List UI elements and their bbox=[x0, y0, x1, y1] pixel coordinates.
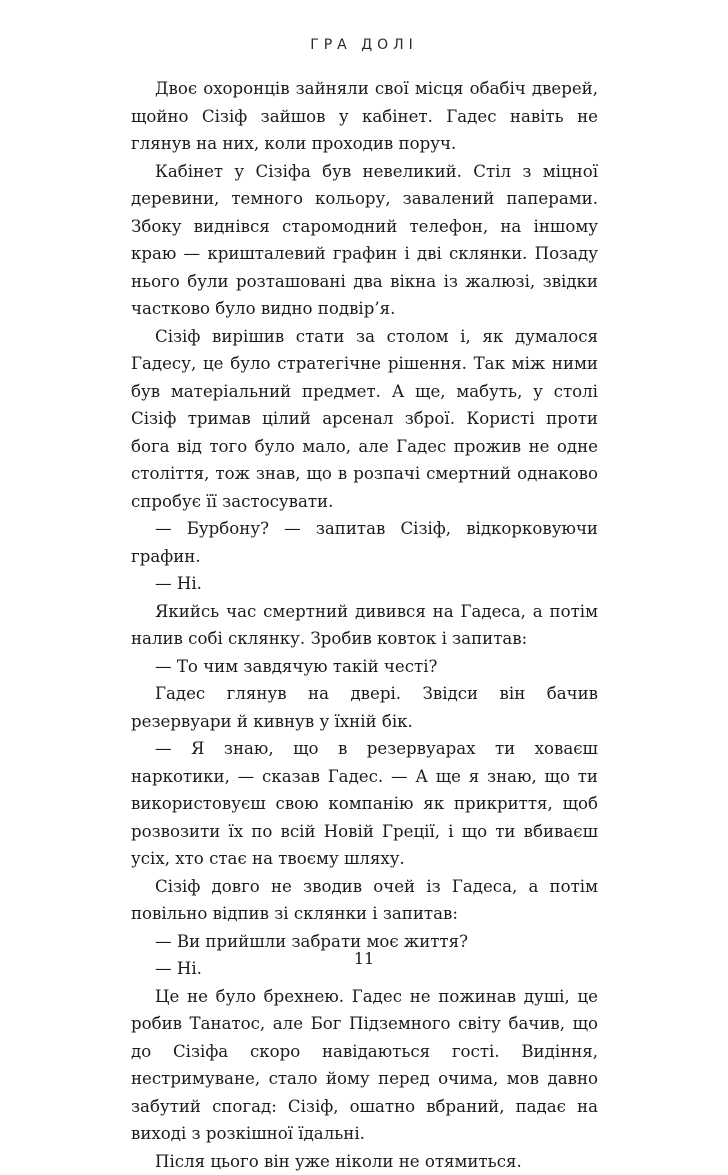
paragraph: Гадес глянув на двері. Звідси він бачив резервуари й кивнув у їхній бік. bbox=[131, 680, 598, 735]
paragraph: — Бурбону? — запитав Сізіф, відкорковуючи графин. bbox=[131, 515, 598, 570]
paragraph: — Ні. bbox=[131, 955, 598, 983]
paragraph: Якийсь час смертний дивився на Гадеса, а потім налив собі склянку. Зробив ковток і запитав: bbox=[131, 598, 598, 653]
paragraph: Сізіф вирішив стати за столом і, як думалося Гадесу, це було стратегічне рішення. Так між ними був матеріальний предмет. А ще, мабуть, у столі Сізіф тримав цілий арсенал зброї. Користі проти бога від того було мало, але Гадес прожив не одне століття, тож знав, що в розпачі смертний однаково спробує її застосувати. bbox=[131, 323, 598, 516]
paragraph: Двоє охоронців зайняли свої місця обабіч дверей, щойно Сізіф зайшов у кабінет. Гадес навіть не глянув на них, коли проходив поруч. bbox=[131, 75, 598, 158]
body-text bbox=[131, 75, 598, 1175]
paragraph: Це не було брехнею. Гадес не пожинав душі, це робив Танатос, але Бог Підземного світу бачив, що до Сізіфа скоро навідаються гості. Видіння, нестримуване, стало йому перед очима, мов давно забутий спогад: Сізіф, ошатно вбраний, падає на виході з розкішної їдальні. bbox=[131, 983, 598, 1148]
paragraph: Сізіф довго не зводив очей із Гадеса, а потім повільно відпив зі склянки і запитав: bbox=[131, 873, 598, 928]
page-number: 11 bbox=[0, 949, 728, 968]
paragraph: — Я знаю, що в резервуарах ти ховаєш наркотики, — сказав Гадес. — А ще я знаю, що ти використовуєш свою компанію як прикриття, щоб розвозити їх по всій Новій Греції, і що ти вбиваєш усіх, хто стає на твоєму шляху. bbox=[131, 735, 598, 873]
paragraph: Після цього він уже ніколи не отямиться. bbox=[131, 1148, 598, 1175]
running-head: ГРА ДОЛІ bbox=[0, 37, 728, 53]
paragraph: — Ні. bbox=[131, 570, 598, 598]
paragraph: — То чим завдячую такій честі? bbox=[131, 653, 598, 681]
paragraph: — Ви прийшли забрати моє життя? bbox=[131, 928, 598, 956]
paragraph: Кабінет у Сізіфа був невеликий. Стіл з міцної деревини, темного кольору, завалений паперами. Збоку виднівся старомодний телефон, на іншому краю — кришталевий графин і дві склянки. Позаду нього були розташовані два вікна із жалюзі, звідки частково було видно подвір’я. bbox=[131, 158, 598, 323]
